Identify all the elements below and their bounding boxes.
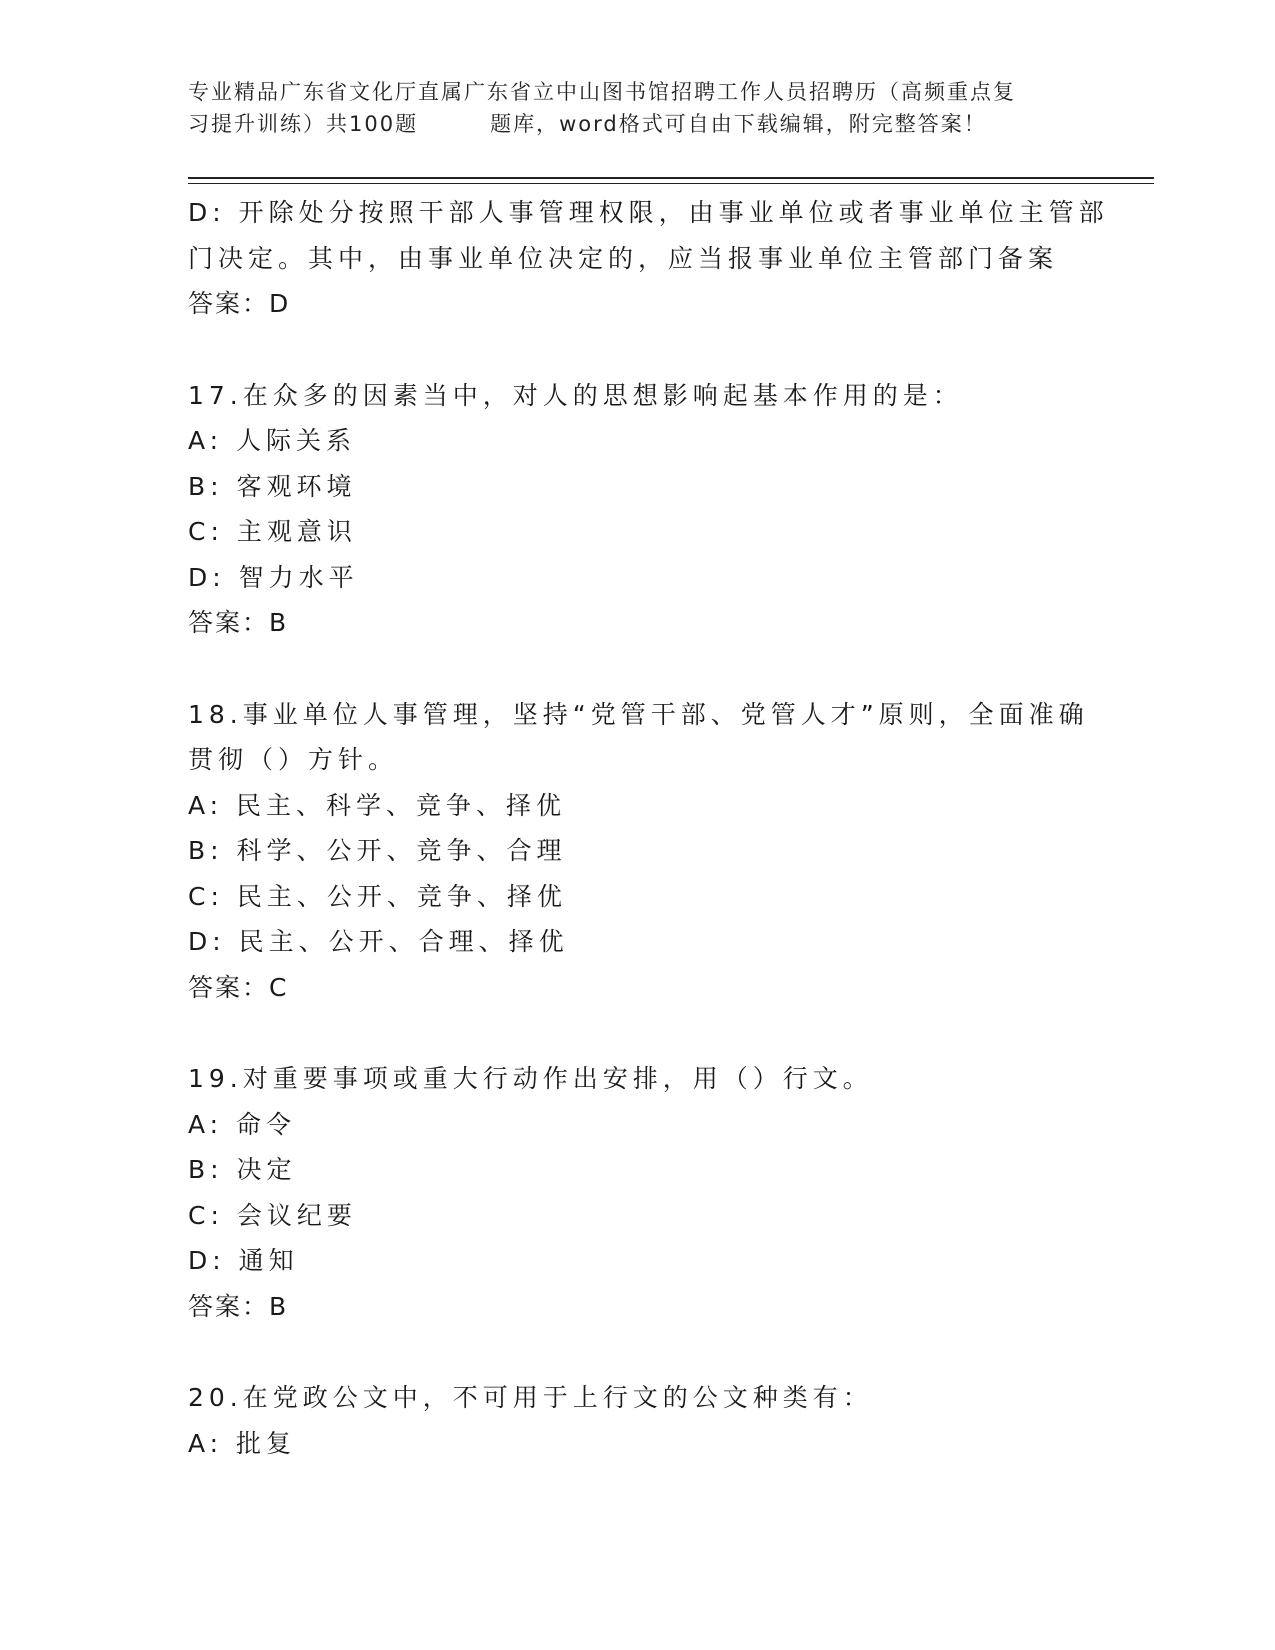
- continuation-block: [188, 190, 1109, 327]
- question-body: [188, 190, 1109, 1466]
- header-line-2: [188, 108, 1088, 140]
- option-a: A: 命令: [188, 1109, 297, 1139]
- question-20: [188, 1375, 1088, 1466]
- option-d: D: 民主、公开、合理、择优: [188, 927, 569, 956]
- option-b: B: 决定: [188, 1155, 297, 1184]
- option-a: A: 批复: [188, 1428, 297, 1458]
- question-stem: 19.对重要事项或重大行动作出安排，用（）行文。: [188, 1064, 873, 1093]
- option-c: C: 主观意识: [188, 517, 357, 546]
- block-spacer: [188, 646, 1088, 692]
- continuation-line: 门决定。其中，由事业单位决定的，应当报事业单位主管部门备案: [188, 243, 1059, 273]
- option-b: B: 客观环境: [188, 471, 357, 501]
- answer-line: 答案：D: [188, 289, 291, 318]
- header-line-1: 专业精品广东省文化厅直属广东省立中山图书馆招聘工作人员招聘历（高频重点复: [188, 80, 1016, 104]
- option-c: C: 民主、公开、竞争、择优: [188, 881, 567, 911]
- option-c: C: 会议纪要: [188, 1200, 357, 1230]
- answer-line: 答案：C: [188, 972, 289, 1002]
- question-stem: 18.事业单位人事管理，坚持“党管干部、党管人才”原则，全面准确: [188, 699, 1089, 729]
- document-header: [188, 76, 1088, 140]
- block-spacer: [188, 1010, 1088, 1056]
- continuation-line: D: 开除处分按照干部人事管理权限，由事业单位或者事业单位主管部: [188, 198, 1109, 227]
- option-a: A: 人际关系: [188, 426, 357, 455]
- question-19: [188, 1056, 1088, 1329]
- block-spacer: [188, 1329, 1088, 1375]
- option-a: A: 民主、科学、竞争、择优: [188, 790, 567, 820]
- question-stem: 20.在党政公文中，不可用于上行文的公文种类有：: [188, 1383, 873, 1412]
- option-d: D: 通知: [188, 1246, 299, 1275]
- option-d: D: 智力水平: [188, 562, 359, 592]
- answer-line: 答案：B: [188, 1291, 289, 1321]
- question-17: [188, 373, 1088, 646]
- header-rule-thick: [188, 177, 1154, 179]
- question-stem: 贯彻（）方针。: [188, 745, 399, 774]
- header-line-2-right: 题库，word格式可自由下载编辑，附完整答案！: [490, 112, 987, 136]
- header-line-2-left: 习提升训练）共100题: [188, 112, 419, 136]
- question-stem: 17.在众多的因素当中，对人的思想影响起基本作用的是：: [188, 380, 963, 410]
- answer-line: 答案：B: [188, 608, 289, 637]
- option-b: B: 科学、公开、竞争、合理: [188, 836, 567, 865]
- question-18: [188, 692, 1088, 1011]
- block-spacer: [188, 327, 1088, 373]
- header-rule-thin: [188, 183, 1154, 184]
